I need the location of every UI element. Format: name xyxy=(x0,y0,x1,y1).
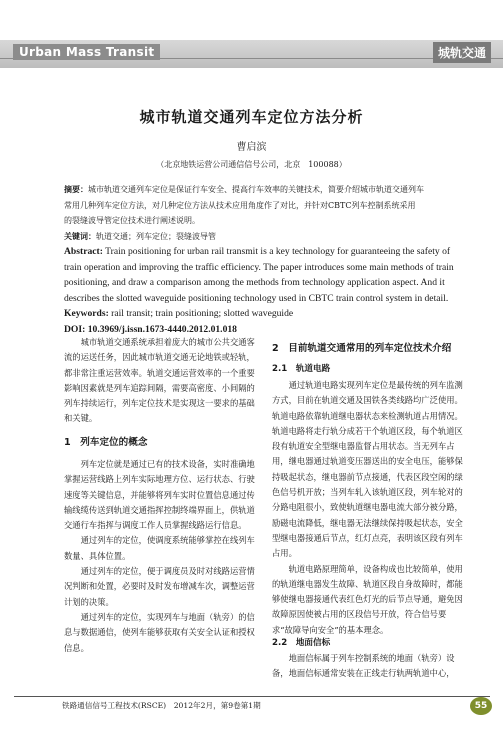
doi-text: 10.3969/j.issn.1673-4440.2012.01.018 xyxy=(87,323,237,335)
paragraph: 通过轨道电路实现列车定位是最传统的列车监测方式，目前在轨道交通及国铁各类线路均广泛使用。轨道电路依靠轨道继电器状态来检测轨道占用情况。轨道电路将走行轨分成若干个轨道区段，每个轨道区段有轨道安全型继电器监督占用状态。当无列车占用，继电器通过轨道变压器送出的安全电压，能够保持吸起状态，继电器前节点接通，代表区段空闲的绿色信号机开放；当列车轧入该轨道区段，列车轮对的分路电阻很小，致使轨道继电器电流大部分被分路，励磁电流降低，继电器无法继续保持吸起状态，安全型继电器接通后节点，红灯点亮，表明该区段有列车占用。 xyxy=(272,380,463,559)
paragraph: 通过列车的定位，使调度系统能够掌控在线列车数量、具体位置。 xyxy=(64,535,255,561)
journal-section-label-en: Urban Mass Transit xyxy=(13,44,160,60)
section-2-2-body xyxy=(272,651,464,682)
abstract-cn xyxy=(64,182,462,244)
keywords-en-text: rail transit; train positioning; slotted waveguide xyxy=(111,308,294,319)
abstract-en xyxy=(64,244,462,337)
section-1-heading: 1 列车定位的概念 xyxy=(64,437,148,448)
abstract-en-line: train operation and improving the traffic efficiency. The paper introduces some main methods of train xyxy=(64,261,454,273)
abstract-cn-line: 摘要：城市轨道交通列车定位是保证行车安全、提高行车效率的关键技术，简要介绍城市轨道交通列车 xyxy=(64,185,424,194)
page-number-badge: 55 xyxy=(470,697,492,715)
article-affiliation: （北京地铁运营公司通信信号公司，北京 100088） xyxy=(156,160,347,169)
paragraph: 通过列车的定位，实现列车与地面（轨旁）的信息与数据通信，使列车能够获取有关安全认证和授权信息。 xyxy=(64,611,255,653)
paragraph: 通过列车的定位，便于调度员及时对线路运营情况判断和处置，必要时及时发布增减车次，调整运营计划的决策。 xyxy=(64,566,255,607)
paragraph: 轨道电路原理简单，设备构成也比较简单，使用的轨道继电器发生故障、轨道区段自身故障时，都能够使继电器接通代表红色灯光的后节点导通，避免因故障原因使被占用的区段信号开放，符合信号要求“故障导向安全”的基本理念。 xyxy=(272,563,463,635)
keywords-en-label: Keywords: xyxy=(64,308,109,319)
journal-section-label-cn: 城轨交通 xyxy=(433,42,491,63)
doi-label: DOI: xyxy=(64,323,86,335)
section-2-2-heading: 2.2 地面信标 xyxy=(272,638,331,648)
section-1-body xyxy=(64,457,261,656)
section-2-1-heading: 2.1 轨道电路 xyxy=(272,364,331,374)
keywords-cn-label: 关键词： xyxy=(64,231,96,241)
abstract-cn-label: 摘要： xyxy=(64,185,88,194)
abstract-cn-line: 常用几种列车定位方法，对几种定位方法从技术应用角度作了对比，并针对CBTC列车控制系统采用 xyxy=(64,200,416,210)
journal-citation: 铁路通信信号工程技术(RSCE) 2012年2月，第9卷第1期 xyxy=(62,701,261,710)
article-title: 城市轨道交通列车定位方法分析 xyxy=(139,108,364,126)
intro-paragraph: 城市轨道交通系统承担着庞大的城市公共交通客流的运送任务，因此城市轨道交通无论地铁或轻轨，都非常注重运营效率。轨道交通运营效率的一个重要影响因素就是列车追踪间隔，需要高密度、小间隔的列车持续运行，列车定位技术是实现这一要求的基础和关键。 xyxy=(64,337,255,424)
footer-divider xyxy=(14,696,490,697)
abstract-en-line: describes the slotted waveguide positioning technology used in CBTC train control system in detail. xyxy=(64,292,449,304)
section-2-heading: 2 目前轨道交通常用的列车定位技术介绍 xyxy=(272,343,452,354)
keywords-cn xyxy=(64,229,462,245)
keywords-cn-text: 轨道交通；列车定位；裂缝波导管 xyxy=(96,231,216,241)
article-author: 曹启滨 xyxy=(236,142,267,153)
paragraph: 地面信标属于列车控制系统的地面（轨旁）设备，地面信标通常安装在正线走行轨两轨道中心， xyxy=(272,653,455,679)
abstract-en-label: Abstract: xyxy=(64,246,103,257)
abstract-en-line: Abstract: Train positioning for urban rail transmit is a key technology for guaranteeing the safety of xyxy=(64,246,451,257)
keywords-en xyxy=(64,306,462,322)
abstract-cn-line: 的裂缝波导管定位技术进行阐述说明。 xyxy=(64,216,200,225)
paragraph: 列车定位就是通过已有的技术设备，实时准确地掌握运营线路上列车实际地理方位、运行状态、行驶速度等关键信息，并能够将列车实时位置信息通过传输线缆传送到轨道交通指挥控制终端界面上，供轨道交通行车指挥与调度工作人员掌握线路运行信息。 xyxy=(64,459,255,531)
abstract-en-line: positioning, and draw a comparison among the methods from technology application aspect. And it xyxy=(64,277,445,288)
section-2-1-body xyxy=(272,378,464,638)
